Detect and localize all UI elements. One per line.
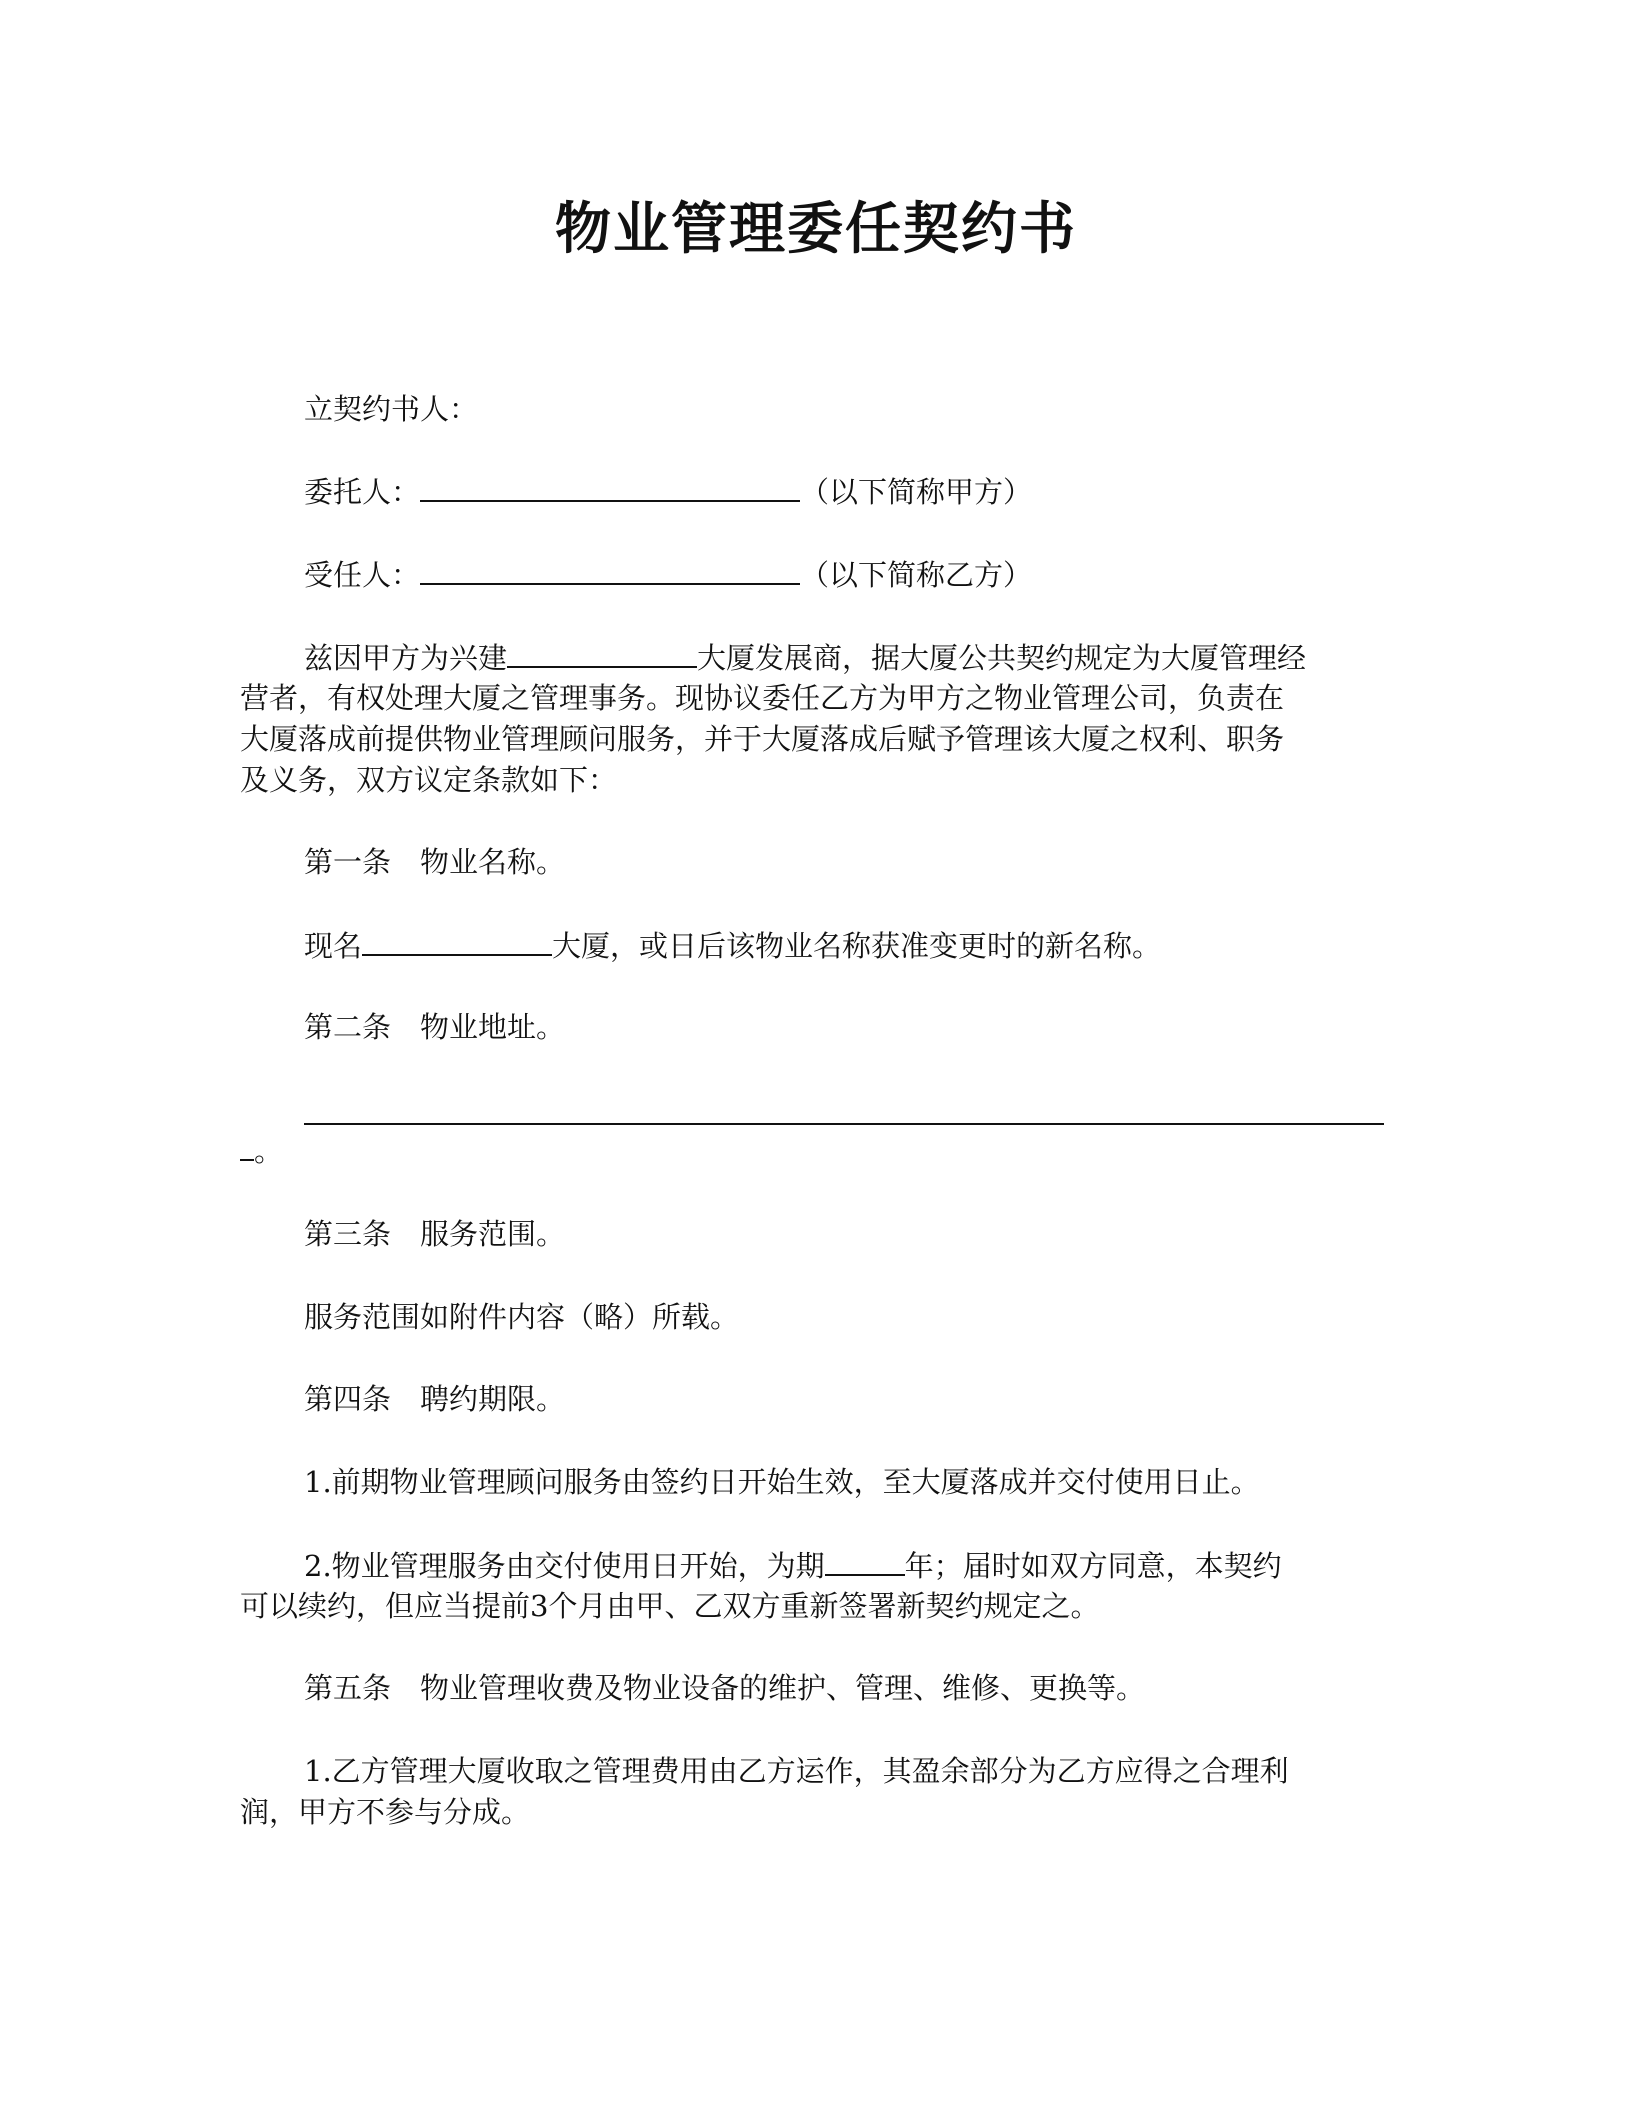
article4-item2-part1: 2.物业管理服务由交付使用日开始，为期 (304, 1549, 825, 1583)
principal-line (240, 470, 1032, 513)
address-blank[interactable] (304, 1123, 1384, 1125)
article4-heading: 第四条 聘约期限。 (304, 1382, 566, 1416)
article5-heading: 第五条 物业管理收费及物业设备的维护、管理、维修、更换等。 (304, 1671, 1146, 1705)
agent-line (240, 553, 1032, 596)
article3-heading: 第三条 服务范围。 (304, 1217, 566, 1251)
building-blank[interactable] (507, 636, 697, 668)
article2-heading: 第二条 物业地址。 (304, 1010, 566, 1044)
address-tail: 。 (254, 1134, 284, 1168)
article1-part1: 现名 (304, 929, 363, 963)
preamble-line-1 (240, 636, 1306, 679)
article1-text (240, 924, 1161, 967)
article5-item1-line2: 润，甲方不参与分成。 (240, 1795, 531, 1829)
article4-item2-part2: 年；届时如双方同意，本契约 (904, 1549, 1282, 1583)
article3-text: 服务范围如附件内容（略）所载。 (304, 1300, 740, 1334)
preamble-line-2: 营者，有权处理大厦之管理事务。现协议委任乙方为甲方之物业管理公司，负责在 (240, 681, 1285, 715)
preamble-line-4: 及义务，双方议定条款如下： (240, 763, 618, 797)
article4-item1: 1.前期物业管理顾问服务由签约日开始生效，至大厦落成并交付使用日止。 (304, 1465, 1260, 1499)
principal-label: 委托人： (304, 475, 421, 509)
preamble-line-3: 大厦落成前提供物业管理顾问服务，并于大厦落成后赋予管理该大厦之权利、职务 (240, 722, 1285, 756)
preamble-part1: 兹因甲方为兴建 (304, 641, 508, 675)
preamble-part2: 大厦发展商，据大厦公共契约规定为大厦管理经 (697, 641, 1307, 675)
agent-note: （以下简称乙方） (800, 558, 1033, 592)
agent-label: 受任人： (304, 558, 421, 592)
agent-blank[interactable] (420, 553, 800, 585)
principal-note: （以下简称甲方） (800, 475, 1033, 509)
article4-item2-line1 (240, 1544, 1282, 1587)
term-years-blank[interactable] (825, 1544, 905, 1576)
address-blank-stub (240, 1131, 254, 1161)
article4-item2-line2: 可以续约，但应当提前3个月由甲、乙双方重新签署新契约规定之。 (240, 1589, 1100, 1623)
address-tail-line (240, 1130, 283, 1172)
article1-heading: 第一条 物业名称。 (304, 845, 566, 879)
article5-item1-line1: 1.乙方管理大厦收取之管理费用由乙方运作，其盈余部分为乙方应得之合理利 (304, 1754, 1289, 1788)
document-title: 物业管理委任契约书 (555, 197, 1077, 262)
parties-label: 立契约书人： (304, 392, 479, 426)
article1-part2: 大厦，或日后该物业名称获准变更时的新名称。 (552, 929, 1162, 963)
principal-blank[interactable] (420, 470, 800, 502)
property-name-blank[interactable] (362, 924, 552, 956)
